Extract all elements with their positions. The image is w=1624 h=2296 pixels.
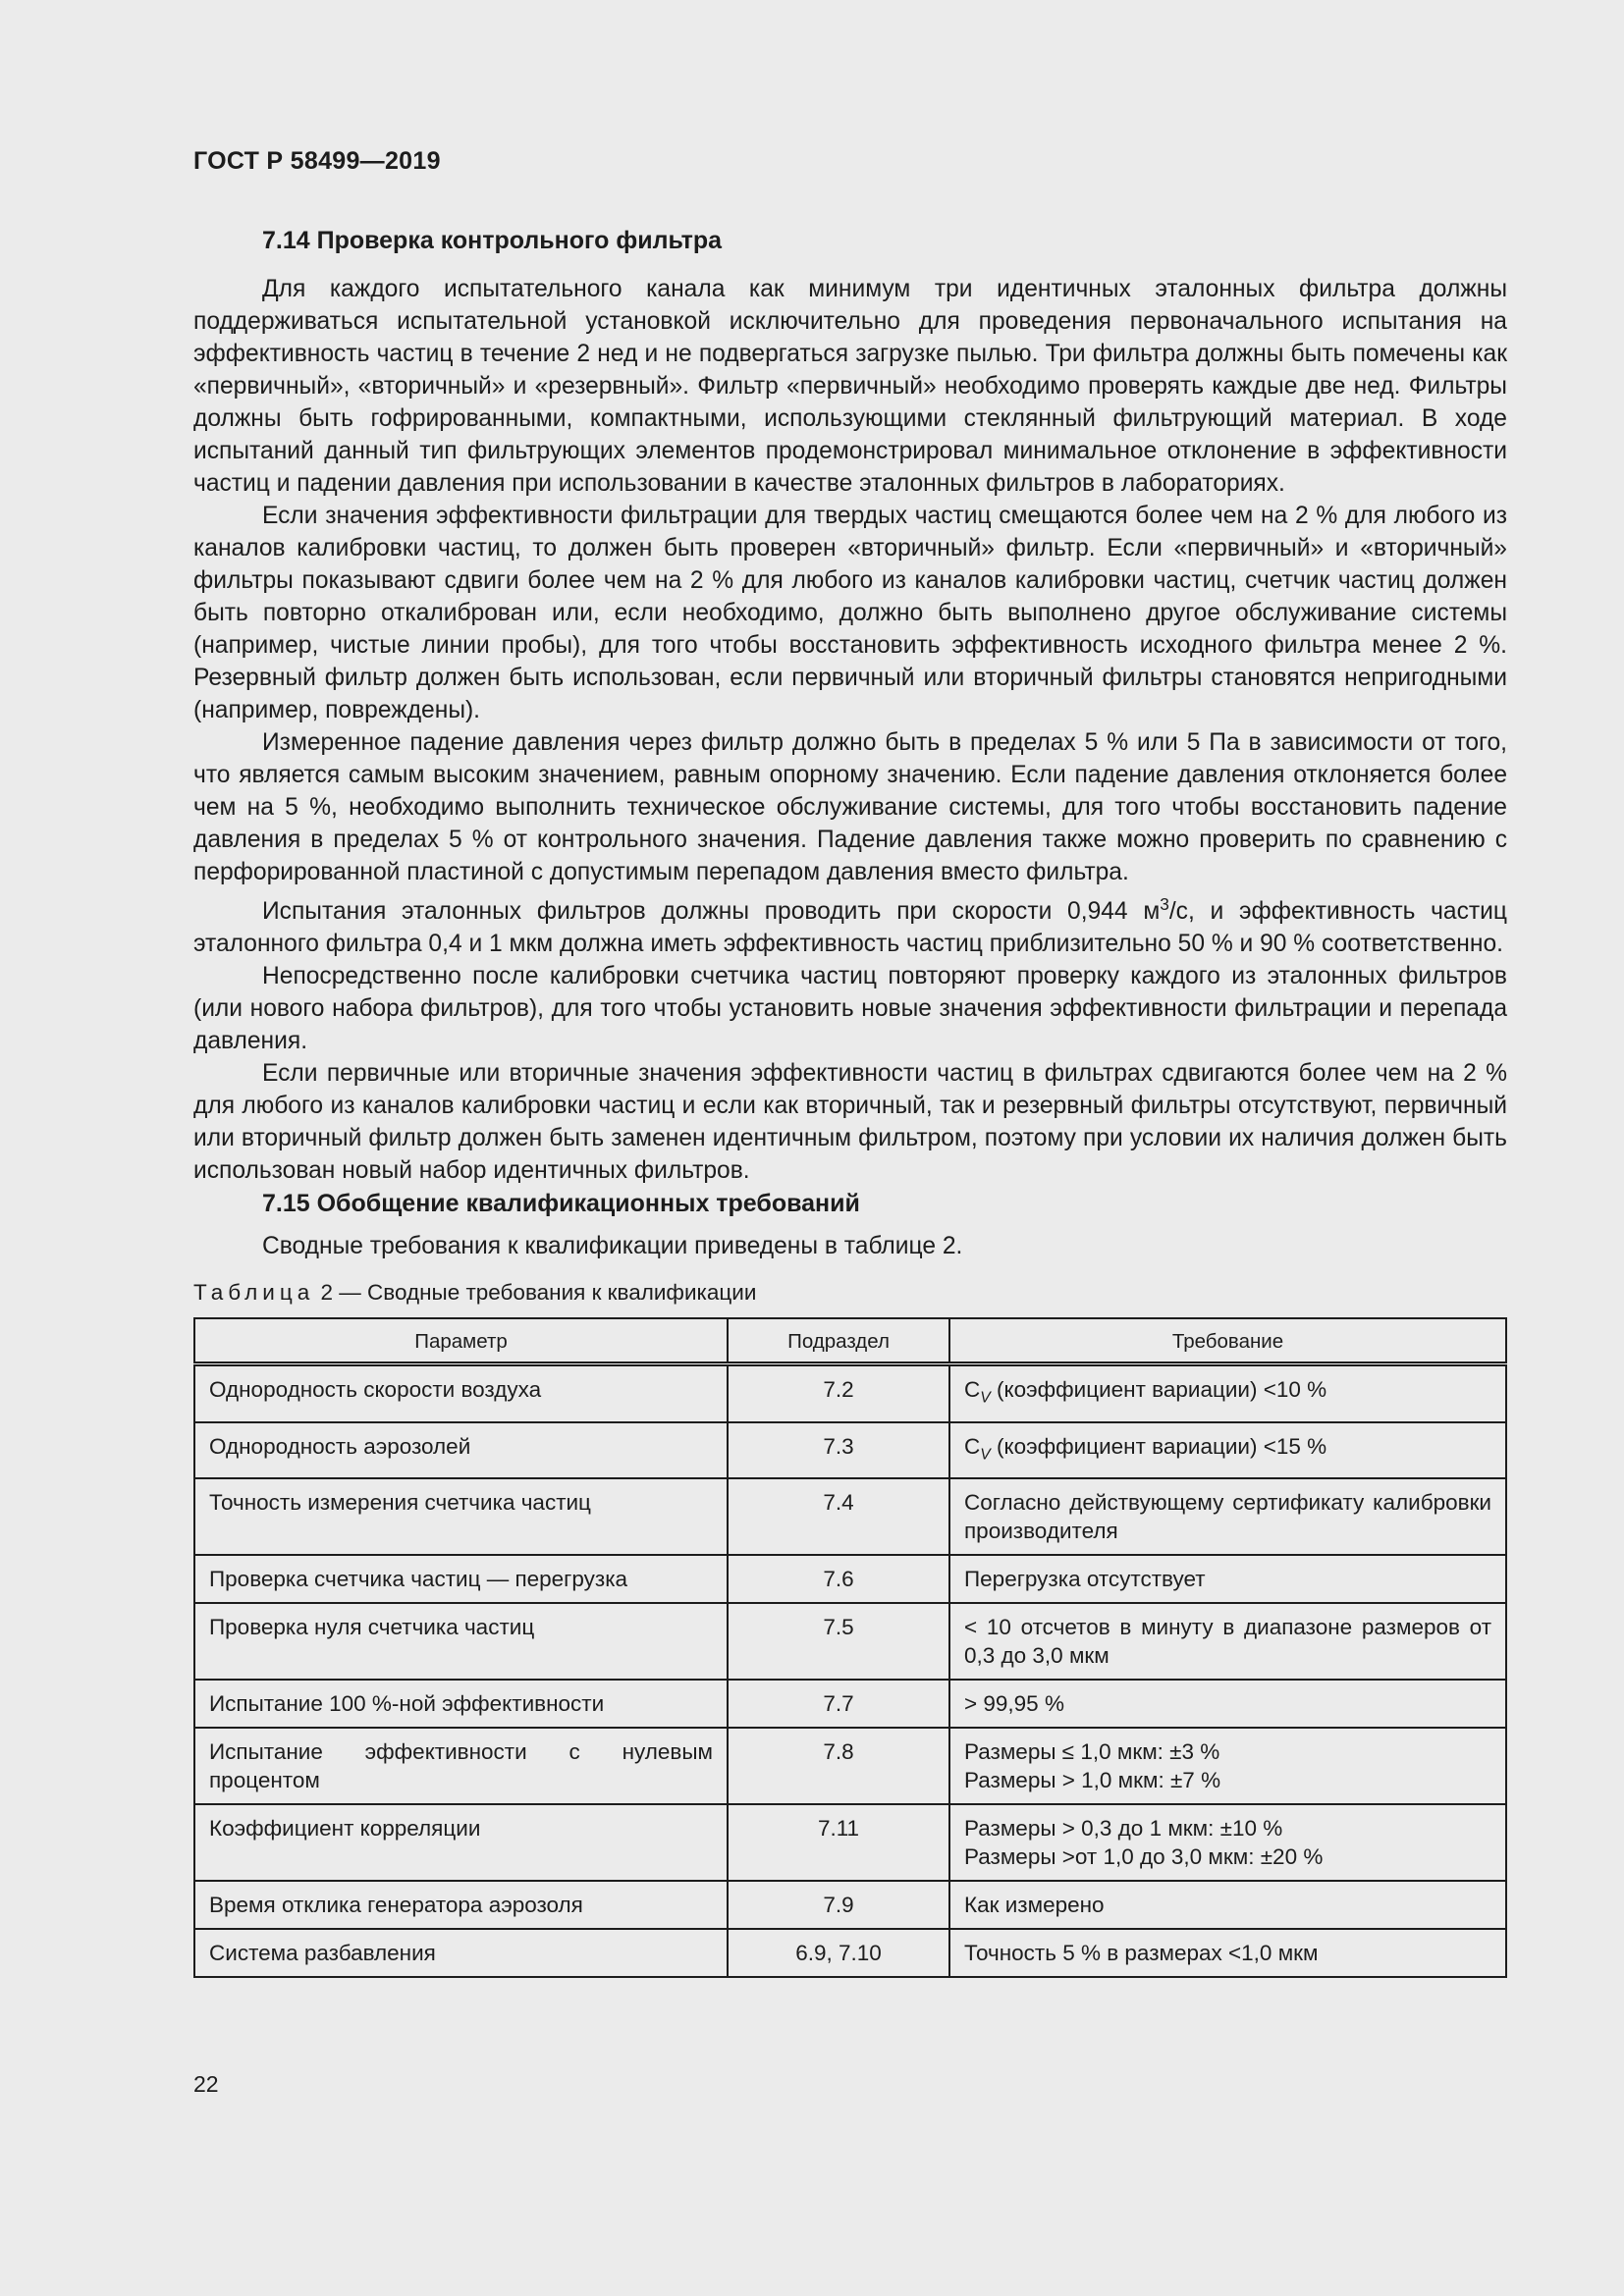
requirement-line: Размеры > 1,0 мкм: ±7 % xyxy=(964,1768,1221,1793)
column-header-subsection: Подраздел xyxy=(728,1318,949,1364)
cell-requirement xyxy=(949,1555,1506,1603)
cell-subsection: 7.5 xyxy=(728,1603,949,1680)
table-row xyxy=(194,1422,1506,1479)
cv-subscript: V xyxy=(980,1446,991,1464)
cell-parameter: Однородность скорости воздуха xyxy=(194,1364,728,1422)
cell-parameter: Проверка счетчика частиц — перегрузка xyxy=(194,1555,728,1603)
table-row xyxy=(194,1881,1506,1929)
cell-requirement xyxy=(949,1881,1506,1929)
table-caption-word: Таблица xyxy=(193,1280,315,1306)
cell-subsection: 7.9 xyxy=(728,1881,949,1929)
section-714-paragraph: Измеренное падение давления через фильтр должно быть в пределах 5 % или 5 Па в зависимости от того, что является самым высоким значением, равным опорному значению. Если падение давления отклоняется более чем на 5 %, необходимо выполнить техническое обслуживание системы, для того чтобы восстановить падение давления в пределах 5 % от контрольного значения. Падение давления также можно проверить по сравнению с перфорированной пластиной с допустимым перепадом давления вместо фильтра. xyxy=(193,729,1507,885)
column-header-parameter: Параметр xyxy=(194,1318,728,1364)
cell-requirement xyxy=(949,1364,1506,1422)
cell-subsection: 7.2 xyxy=(728,1364,949,1422)
cell-subsection: 7.8 xyxy=(728,1728,949,1804)
requirement-line: Перегрузка отсутствует xyxy=(964,1567,1206,1592)
paragraph-text: Испытания эталонных фильтров должны проводить при скорости 0,944 м xyxy=(262,898,1161,926)
table-row xyxy=(194,1680,1506,1728)
table-row xyxy=(194,1929,1506,1977)
table-row xyxy=(194,1603,1506,1680)
table-row xyxy=(194,1478,1506,1555)
page-content xyxy=(193,224,1507,1978)
table-caption-text: 2 — Сводные требования к квалификации xyxy=(314,1280,757,1306)
table-row xyxy=(194,1364,1506,1422)
section-714-body xyxy=(193,273,1507,1187)
cell-requirement xyxy=(949,1728,1506,1804)
cell-parameter: Система разбавления xyxy=(194,1929,728,1977)
section-714-paragraph xyxy=(193,888,1507,960)
cell-subsection: 6.9, 7.10 xyxy=(728,1929,949,1977)
section-714-paragraph: Непосредственно после калибровки счетчика частиц повторяют проверку каждого из эталонных фильтров (или нового набора фильтров), для того чтобы установить новые значения эффективности фильтрации и перепада давления. xyxy=(193,963,1507,1055)
requirement-line: Как измерено xyxy=(964,1893,1105,1918)
section-714-paragraph: Если значения эффективности фильтрации для твердых частиц смещаются более чем на 2 % для любого из каналов калибровки частиц, то должен быть проверен «вторичный» фильтр. Если «первичный» и «вторичный» фильтры показывают сдвиги более чем на 2 % для любого из каналов калибровки частиц, счетчик частиц должен быть повторно откалиброван или, если необходимо, должно быть выполнено другое обслуживание системы (например, чистые линии пробы), для того чтобы восстановить эффективность исходного фильтра менее 2 %. Резервный фильтр должен быть использован, если первичный или вторичный фильтры становятся непригодными (например, повреждены). xyxy=(193,503,1507,723)
table-row xyxy=(194,1728,1506,1804)
cell-parameter: Точность измерения счетчика частиц xyxy=(194,1478,728,1555)
cell-subsection: 7.7 xyxy=(728,1680,949,1728)
cv-subscript: V xyxy=(980,1389,991,1407)
requirement-line: Размеры ≤ 1,0 мкм: ±3 % xyxy=(964,1739,1220,1765)
document-header: ГОСТ Р 58499—2019 xyxy=(193,147,441,175)
cell-requirement xyxy=(949,1422,1506,1479)
requirement-line: Согласно действующему сертификату калибровки производителя xyxy=(964,1490,1491,1544)
section-715-title: 7.15 Обобщение квалификационных требований xyxy=(262,1190,860,1218)
requirement-line: < 10 отсчетов в минуту в диапазоне размеров от 0,3 до 3,0 мкм xyxy=(964,1615,1491,1669)
cell-parameter: Проверка нуля счетчика частиц xyxy=(194,1603,728,1680)
table-body xyxy=(194,1364,1506,1978)
table-row xyxy=(194,1804,1506,1881)
cell-parameter: Коэффициент корреляции xyxy=(194,1804,728,1881)
cell-requirement xyxy=(949,1680,1506,1728)
cell-subsection: 7.11 xyxy=(728,1804,949,1881)
requirement-line: Размеры > 0,3 до 1 мкм: ±10 % xyxy=(964,1816,1283,1842)
cv-symbol: C xyxy=(964,1377,981,1403)
cell-parameter: Испытание 100 %-ной эффективности xyxy=(194,1680,728,1728)
unit-superscript: 3 xyxy=(1160,894,1169,914)
section-714-paragraph: Если первичные или вторичные значения эффективности частиц в фильтрах сдвигаются более чем на 2 % для любого из каналов калибровки частиц и если как вторичный, так и резервный фильтры отсутствуют, первичный или вторичный фильтр должен быть заменен идентичным фильтром, поэтому при условии их наличия должен быть использован новый набор идентичных фильтров. xyxy=(193,1060,1507,1185)
section-715-lead: Сводные требования к квалификации приведены в таблице 2. xyxy=(262,1233,963,1260)
table-header-row xyxy=(194,1318,1506,1364)
cell-parameter: Время отклика генератора аэрозоля xyxy=(194,1881,728,1929)
requirement-line: Точность 5 % в размерах <1,0 мкм xyxy=(964,1941,1319,1966)
table-caption xyxy=(193,1278,1507,1308)
requirement-line: Размеры >от 1,0 до 3,0 мкм: ±20 % xyxy=(964,1844,1324,1870)
section-714-title: 7.14 Проверка контрольного фильтра xyxy=(262,227,723,254)
cv-symbol: C xyxy=(964,1433,981,1459)
cell-subsection: 7.4 xyxy=(728,1478,949,1555)
requirement-text: (коэффициент вариации) <10 % xyxy=(990,1377,1327,1403)
table-row xyxy=(194,1555,1506,1603)
cell-parameter: Однородность аэрозолей xyxy=(194,1422,728,1479)
column-header-requirement: Требование xyxy=(949,1318,1506,1364)
requirements-table xyxy=(193,1317,1507,1978)
page-number: 22 xyxy=(193,2071,219,2097)
paragraph-text: /с, и эффективность частиц эталонного фильтра 0,4 и 1 мкм должна иметь эффективность частиц приблизительно 50 % и 90 % соответственно. xyxy=(193,898,1507,958)
cell-subsection: 7.6 xyxy=(728,1555,949,1603)
section-714-paragraph: Для каждого испытательного канала как минимум три идентичных эталонных фильтра должны поддерживаться испытательной установкой исключительно для проведения первоначального испытания на эффективность частиц в течение 2 нед и не подвергаться загрузке пылью. Три фильтра должны быть помечены как «первичный», «вторичный» и «резервный». Фильтр «первичный» необходимо проверять каждые две нед. Фильтры должны быть гофрированными, компактными, использующими стеклянный фильтрующий материал. В ходе испытаний данный тип фильтрующих элементов продемонстрировал минимальное отклонение в эффективности частиц и падении давления при использовании в качестве эталонных фильтров в лабораториях. xyxy=(193,276,1507,497)
requirement-text: (коэффициент вариации) <15 % xyxy=(990,1433,1327,1459)
cell-parameter: Испытание эффективности с нулевым процентом xyxy=(194,1728,728,1804)
cell-requirement xyxy=(949,1804,1506,1881)
cell-requirement xyxy=(949,1603,1506,1680)
cell-requirement xyxy=(949,1478,1506,1555)
requirement-line: > 99,95 % xyxy=(964,1691,1064,1717)
cell-subsection: 7.3 xyxy=(728,1422,949,1479)
cell-requirement xyxy=(949,1929,1506,1977)
